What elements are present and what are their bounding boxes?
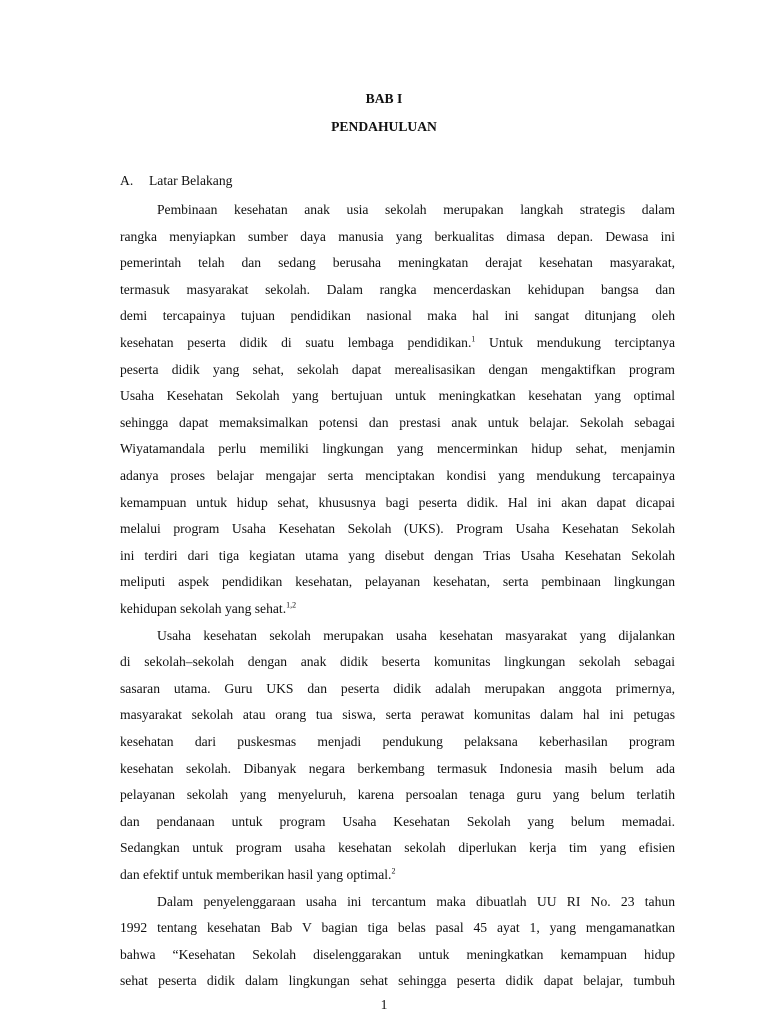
line-text: melalui program Usaha Kesehatan Sekolah (UKS). Program Usaha Kesehatan Sekolah: [120, 521, 675, 537]
line-text-continued: Untuk mendukung terciptanya: [475, 335, 675, 350]
line-text: kesehatan peserta didik di suatu lembaga pendidikan.: [120, 335, 472, 350]
text-line: [120, 703, 675, 727]
text-line: [120, 570, 675, 594]
line-text: kesehatan dari puskesmas menjadi pendukung pelaksana keberhasilan program: [120, 734, 675, 749]
text-line: [120, 836, 675, 860]
page-number: 1: [380, 997, 388, 1012]
line-text: Usaha Kesehatan Sekolah yang bertujuan untuk meningkatkan kesehatan yang optimal: [120, 388, 675, 404]
line-text: dan pendanaan untuk program Usaha Kesehatan Sekolah yang belum memadai.: [120, 813, 675, 829]
line-text: demi tercapainya tujuan pendidikan nasional maka hal ini sangat ditunjang oleh: [120, 308, 675, 324]
text-line: [120, 677, 675, 701]
text-line: [120, 757, 675, 781]
text-line: [120, 437, 675, 461]
line-text: pelayanan sekolah yang menyeluruh, karena persoalan tenaga guru yang belum terlatih: [120, 787, 675, 803]
line-text: termasuk masyarakat sekolah. Dalam rangka mencerdaskan kehidupan bangsa dan: [120, 281, 675, 297]
text-line: [120, 943, 675, 967]
footnote-ref: 2: [391, 866, 396, 876]
footnote-ref: 1,2: [286, 600, 297, 610]
text-line: [157, 624, 675, 648]
line-text: kehidupan sekolah yang sehat.: [120, 601, 287, 616]
line-text: adanya proses belajar mengajar serta menciptakan kondisi yang mendukung tercapainya: [120, 468, 675, 483]
line-text: sasaran utama. Guru UKS dan peserta didik adalah merupakan anggota primernya,: [120, 680, 675, 696]
line-text: kesehatan sekolah. Dibanyak negara berkembang termasuk Indonesia masih belum ada: [120, 760, 675, 776]
text-line: [120, 491, 675, 515]
text-line: [120, 384, 675, 408]
chapter-title: PENDAHULUAN: [331, 119, 437, 134]
text-line: [120, 225, 675, 249]
text-line: [120, 411, 675, 435]
line-text: 1992 tentang kesehatan Bab V bagian tiga belas pasal 45 ayat 1, yang mengamanatkan: [120, 920, 675, 936]
text-line: [120, 544, 675, 568]
line-text: kemampuan untuk hidup sehat, khususnya bagi peserta didik. Hal ini akan dapat dicapai: [120, 494, 675, 510]
text-line: [120, 650, 675, 674]
text-line: [120, 278, 675, 302]
text-line: [120, 810, 675, 834]
text-line: [120, 969, 675, 993]
section-heading: [120, 173, 232, 189]
line-text: peserta didik yang sehat, sekolah dapat merealisasikan dengan mengaktifkan program: [120, 361, 675, 377]
line-text: ini terdiri dari tiga kegiatan utama yang disebut dengan Trias Usaha Kesehatan Sekolah: [120, 547, 675, 563]
line-text: Usaha kesehatan sekolah merupakan usaha kesehatan masyarakat yang dijalankan: [157, 627, 675, 643]
text-line: [120, 251, 675, 275]
text-line: [157, 890, 675, 914]
chapter-label: BAB I: [365, 91, 403, 106]
section-title: Latar Belakang: [149, 173, 233, 188]
text-line: [120, 358, 675, 382]
line-text: sehat peserta didik dalam lingkungan sehat sehingga peserta didik dapat belajar, tumbuh: [120, 973, 675, 989]
line-text: masyarakat sekolah atau orang tua siswa, serta perawat komunitas dalam hal ini petugas: [120, 707, 675, 723]
line-text: dan efektif untuk memberikan hasil yang optimal.: [120, 867, 392, 882]
line-text: pemerintah telah dan sedang berusaha meningkatan derajat kesehatan masyarakat,: [120, 255, 675, 271]
text-line: [120, 730, 675, 754]
line-text: sehingga dapat memaksimalkan potensi dan prestasi anak untuk belajar. Sekolah sebagai: [120, 414, 675, 430]
line-text: meliputi aspek pendidikan kesehatan, pelayanan kesehatan, serta pembinaan lingkungan: [120, 574, 675, 590]
text-line: [120, 863, 675, 887]
text-line: [120, 304, 675, 328]
section-letter: A.: [120, 173, 134, 188]
line-text: rangka menyiapkan sumber daya manusia yang berkualitas dimasa depan. Dewasa ini: [120, 228, 675, 244]
line-text: Sedangkan untuk program usaha kesehatan sekolah diperlukan kerja tim yang efisien: [120, 840, 675, 856]
line-text: Dalam penyelenggaraan usaha ini tercantum maka dibuatlah UU RI No. 23 tahun: [157, 893, 675, 909]
text-line: [120, 331, 675, 355]
text-line: [120, 464, 675, 488]
footnote-ref: 1: [471, 334, 476, 344]
line-text: di sekolah–sekolah dengan anak didik beserta komunitas lingkungan sekolah sebagai: [120, 654, 675, 670]
text-line: [120, 783, 675, 807]
line-text: Wiyatamandala perlu memiliki lingkungan yang mencerminkan hidup sehat, menjamin: [120, 441, 675, 457]
line-text: Pembinaan kesehatan anak usia sekolah merupakan langkah strategis dalam: [157, 202, 675, 217]
text-line: [120, 517, 675, 541]
text-line: [157, 198, 675, 222]
text-line: [120, 916, 675, 940]
text-line: [120, 597, 675, 621]
line-text: bahwa “Kesehatan Sekolah diselenggarakan untuk meningkatkan kemampuan hidup: [120, 946, 675, 962]
